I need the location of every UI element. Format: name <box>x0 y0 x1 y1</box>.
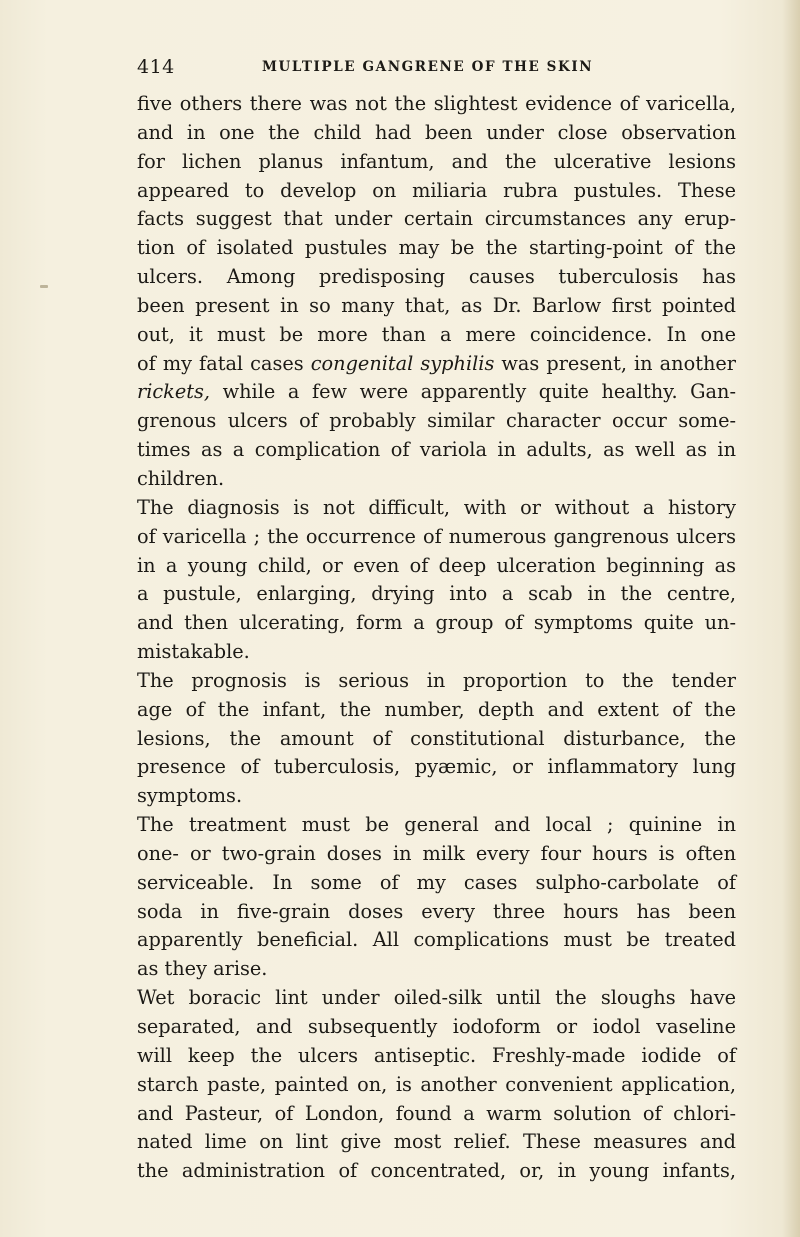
text-line: one- or two-grain doses in milk every four hours is often <box>137 841 736 865</box>
text-line: will keep the ulcers antiseptic. Freshly-made iodide of <box>137 1043 736 1067</box>
text-line: ulcers. Among predisposing causes tuberculosis has <box>137 265 736 289</box>
body-text <box>137 90 736 1186</box>
text-line: tion of isolated pustules may be the starting-point of the <box>137 236 736 260</box>
text-line: as they arise. <box>137 957 268 981</box>
text-line: the administration of concentrated, or, in young infants, <box>137 1159 736 1183</box>
text-line: separated, and subsequently iodoform or iodol vaseline <box>137 1015 736 1038</box>
text-line: soda in five-grain doses every three hours has been <box>137 899 736 923</box>
text-line: Wet boracic lint under oiled-silk until the sloughs have <box>137 986 736 1010</box>
text-line: and then ulcerating, form a group of symptoms quite un- <box>137 611 736 635</box>
text-line: serviceable. In some of my cases sulpho-carbolate of <box>137 870 736 894</box>
margin-speck <box>40 285 48 288</box>
text-segment: while a few were apparently quite healthy. Gan- <box>210 380 736 404</box>
text-line: starch paste, painted on, is another convenient application, <box>137 1072 736 1096</box>
text-line: and Pasteur, of London, found a warm solution of chlori- <box>137 1101 736 1125</box>
text-line: five others there was not the slightest evidence of varicella, <box>137 92 736 115</box>
text-line: children. <box>137 466 225 490</box>
text-line: lesions, the amount of constitutional disturbance, the <box>137 726 736 750</box>
page-header <box>137 56 737 86</box>
text-line: The prognosis is serious in proportion to the tender <box>137 668 736 692</box>
text-line: presence of tuberculosis, pyæmic, or inflammatory lung <box>137 755 736 779</box>
text-line: nated lime on lint give most relief. These measures and <box>137 1130 736 1154</box>
text-line: for lichen planus infantum, and the ulcerative lesions <box>137 149 736 173</box>
text-line: The diagnosis is not difficult, with or without a history <box>137 495 736 519</box>
text-line: been present in so many that, as Dr. Barlow first pointed <box>137 293 736 317</box>
text-line: a pustule, enlarging, drying into a scab in the centre, <box>137 582 736 606</box>
text-line: appeared to develop on miliaria rubra pustules. These <box>137 178 736 202</box>
text-line: age of the infant, the number, depth and extent of the <box>137 697 736 721</box>
text-line: times as a complication of variola in adults, as well as in <box>137 438 736 462</box>
text-line: symptoms. <box>137 784 243 808</box>
text-segment: was present, in another <box>494 351 736 375</box>
text-line: mistakable. <box>137 640 250 664</box>
italic-term: rickets, <box>137 380 211 404</box>
text-line: facts suggest that under certain circumstances any erup- <box>137 207 736 231</box>
running-head: MULTIPLE GANGRENE OF THE SKIN <box>262 59 594 75</box>
text-line: in a young child, or even of deep ulceration beginning as <box>137 553 736 577</box>
text-line: grenous ulcers of probably similar character occur some- <box>137 409 736 433</box>
text-line: of varicella ; the occurrence of numerous gangrenous ulcers <box>137 524 736 548</box>
page-number: 414 <box>137 56 175 78</box>
text-line-mixed <box>137 378 736 407</box>
page-edge-shadow <box>782 0 800 1237</box>
text-line: apparently beneficial. All complications must be treated <box>137 928 736 952</box>
italic-term: congenital syphilis <box>310 351 495 375</box>
text-line: and in one the child had been under close observation <box>137 120 736 144</box>
text-segment: of my fatal cases <box>137 351 311 375</box>
text-line: out, it must be more than a mere coincidence. In one <box>137 322 736 346</box>
text-line: The treatment must be general and local ; quinine in <box>137 813 736 837</box>
text-line-mixed <box>137 350 736 379</box>
